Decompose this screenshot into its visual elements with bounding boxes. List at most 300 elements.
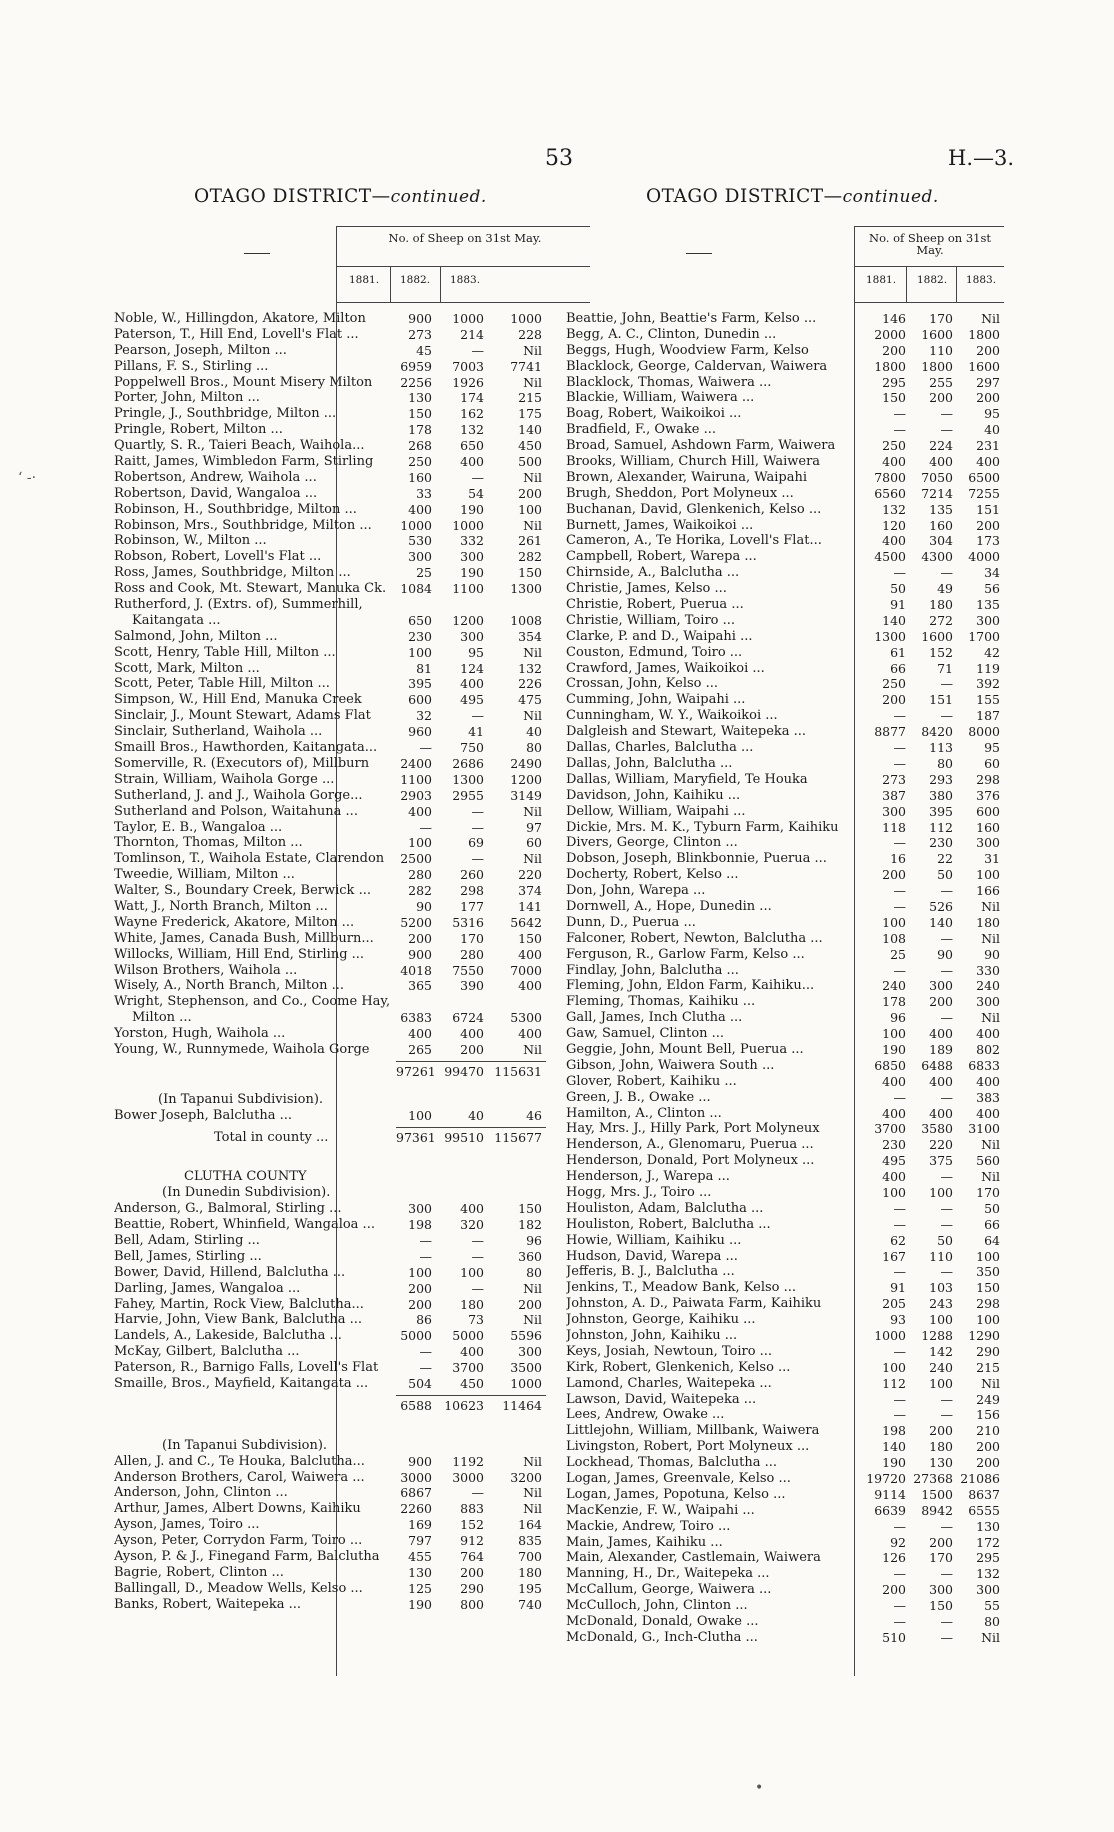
owner-name: Dellow, William, Waipahi ... — [566, 803, 746, 819]
right-column — [566, 186, 1004, 1676]
owner-name: Landels, A., Lakeside, Balclutha ... — [114, 1328, 342, 1344]
sheep-1881: — — [893, 422, 906, 438]
owner-name: Smaill Bros., Hawthorden, Kaitangata... — [114, 740, 378, 756]
right-title: OTAGO DISTRICT—continued. — [646, 186, 939, 207]
sheep-1883: 450 — [518, 438, 542, 454]
sheep-1882: 400 — [929, 454, 953, 470]
sheep-1882: — — [940, 676, 953, 692]
table-row — [566, 1503, 1004, 1519]
sheep-1882: 495 — [460, 692, 484, 708]
sheep-1881: 169 — [408, 1517, 432, 1533]
table-row — [566, 947, 1004, 963]
sheep-1881: 900 — [408, 1453, 432, 1469]
sheep-1881: 140 — [882, 1439, 906, 1455]
table-row — [114, 438, 564, 454]
table-row — [566, 375, 1004, 391]
sheep-1881: 100 — [408, 644, 432, 660]
sheep-1882: 90 — [937, 946, 953, 962]
sheep-1881: 9114 — [874, 1486, 906, 1502]
table-row — [114, 899, 564, 915]
table-row — [566, 1106, 1004, 1122]
table-row — [566, 327, 1004, 343]
owner-name: Lockhead, Thomas, Balclutha ... — [566, 1455, 778, 1471]
sheep-1882: — — [940, 1629, 953, 1645]
owner-name: Main, James, Kaihiku ... — [566, 1534, 723, 1550]
sheep-1883: 8000 — [968, 724, 1000, 740]
sheep-1882: 50 — [937, 867, 953, 883]
owner-name: Brugh, Sheddon, Port Molyneux ... — [566, 485, 794, 501]
owner-name: Henderson, A., Glenomaru, Puerua ... — [566, 1137, 814, 1153]
sheep-1883: 55 — [984, 1598, 1000, 1614]
table-row — [114, 1565, 564, 1581]
owner-name: Sutherland, J. and J., Waihola Gorge... — [114, 787, 363, 803]
sheep-1883: 600 — [976, 803, 1000, 819]
owner-name: Jenkins, T., Meadow Bank, Kelso ... — [566, 1280, 797, 1296]
left-title: OTAGO DISTRICT—continued. — [194, 186, 487, 207]
owner-name: Wayne Frederick, Akatore, Milton ... — [114, 914, 355, 930]
table-row — [566, 1217, 1004, 1233]
sheep-1882: 151 — [929, 692, 953, 708]
sheep-1881: — — [893, 1200, 906, 1216]
table-row — [114, 1454, 564, 1470]
sheep-1881: 4018 — [400, 962, 432, 978]
sheep-1882: — — [940, 1264, 953, 1280]
sheep-1882: — — [471, 708, 484, 724]
table-row — [566, 549, 1004, 565]
row-gap — [114, 1157, 564, 1169]
sheep-1881: 6850 — [874, 1057, 906, 1073]
sheep-1881: 400 — [408, 803, 432, 819]
sheep-1881: 100 — [408, 835, 432, 851]
owner-name: Dornwell, A., Hope, Dunedin ... — [566, 898, 772, 914]
sheep-1883: Nil — [981, 1010, 1000, 1026]
sheep-1881: 280 — [408, 867, 432, 883]
table-row — [566, 1090, 1004, 1106]
table-row — [566, 740, 1004, 756]
table-row — [566, 931, 1004, 947]
sheep-1882: — — [940, 1391, 953, 1407]
sheep-1881: 200 — [882, 342, 906, 358]
owner-name: (In Dunedin Subdivision). — [162, 1185, 331, 1201]
owner-name: Ferguson, R., Garlow Farm, Kelso ... — [566, 946, 805, 962]
stub-dash — [686, 253, 712, 254]
owner-name: Logan, James, Popotuna, Kelso ... — [566, 1486, 786, 1502]
sheep-1883: 1700 — [968, 628, 1000, 644]
sheep-1883: 400 — [518, 946, 542, 962]
sheep-1882: 135 — [929, 501, 953, 517]
owner-name: Wisely, A., North Branch, Milton ... — [114, 978, 345, 994]
sheep-1881: 108 — [882, 930, 906, 946]
sheep-1883: 1300 — [510, 581, 542, 597]
sheep-1883: Nil — [523, 469, 542, 485]
sheep-1881: 91 — [890, 597, 906, 613]
table-row — [114, 454, 564, 470]
owner-name: Livingston, Robert, Port Molyneux ... — [566, 1439, 810, 1455]
owner-name: Logan, James, Greenvale, Kelso ... — [566, 1471, 791, 1487]
table-row — [566, 661, 1004, 677]
sheep-1883: 7741 — [510, 358, 542, 374]
sheep-1882: 1600 — [921, 628, 953, 644]
owner-name: Howie, William, Kaihiku ... — [566, 1232, 742, 1248]
sheep-1883: Nil — [523, 1501, 542, 1517]
owner-name: Manning, H., Dr., Waitepeka ... — [566, 1566, 770, 1582]
table-row — [114, 1438, 564, 1454]
sheep-1883: 141 — [518, 898, 542, 914]
column-rule — [906, 266, 907, 302]
table-row — [566, 1630, 1004, 1646]
sheep-1881: — — [893, 708, 906, 724]
table-row — [114, 931, 564, 947]
sheep-1882: 390 — [460, 978, 484, 994]
owner-name: Lamond, Charles, Waitepeka ... — [566, 1375, 772, 1391]
sheep-1883: 475 — [518, 692, 542, 708]
sheep-1881: 97361 — [396, 1129, 436, 1145]
sheep-1883: 226 — [518, 676, 542, 692]
table-row — [566, 851, 1004, 867]
table-row — [114, 1185, 564, 1201]
table-row — [114, 1042, 564, 1058]
sheep-1881: 100 — [408, 1107, 432, 1123]
sheep-1883: 400 — [976, 454, 1000, 470]
sheep-1881: 2000 — [874, 326, 906, 342]
table-row — [566, 1392, 1004, 1408]
table-row — [114, 867, 564, 883]
sheep-1882: 224 — [929, 438, 953, 454]
sheep-1883: 164 — [518, 1517, 542, 1533]
table-row — [114, 1249, 564, 1265]
sheep-1881: 2400 — [400, 755, 432, 771]
table-row — [114, 518, 564, 534]
sheep-1882: 1200 — [452, 612, 484, 628]
sheep-1883: 231 — [976, 438, 1000, 454]
sheep-1881: 150 — [882, 390, 906, 406]
owner-name: Dobson, Joseph, Blinkbonnie, Puerua ... — [566, 851, 827, 867]
sheep-1882: 1300 — [452, 771, 484, 787]
table-row — [114, 963, 564, 979]
sheep-1883: 80 — [526, 1264, 542, 1280]
sheep-1882: 912 — [460, 1533, 484, 1549]
sheep-1883: 46 — [526, 1107, 542, 1123]
sheep-1881: 19720 — [866, 1471, 906, 1487]
table-row — [566, 978, 1004, 994]
table-row — [566, 1010, 1004, 1026]
table-row — [114, 645, 564, 661]
owner-name: Hay, Mrs. J., Hilly Park, Port Molyneux — [566, 1121, 820, 1137]
sheep-1883: 56 — [984, 581, 1000, 597]
owner-name: Begg, A. C., Clinton, Dunedin ... — [566, 326, 777, 342]
table-row — [114, 1281, 564, 1297]
owner-name: Robinson, Mrs., Southbridge, Milton ... — [114, 517, 372, 533]
sheep-1882: 1600 — [921, 326, 953, 342]
sheep-1883: 290 — [976, 1343, 1000, 1359]
sheep-1883: 42 — [984, 644, 1000, 660]
sheep-1881: — — [893, 1407, 906, 1423]
sheep-1883: 31 — [984, 851, 1000, 867]
table-row — [566, 1376, 1004, 1392]
owner-name: Somerville, R. (Executors of), Millburn — [114, 755, 370, 771]
sheep-1883: Nil — [523, 708, 542, 724]
sheep-1881: 240 — [882, 978, 906, 994]
sheep-1883: 132 — [518, 660, 542, 676]
table-row — [114, 1398, 564, 1414]
sheep-1881: — — [893, 962, 906, 978]
sheep-1883: 100 — [976, 1312, 1000, 1328]
year-1882: 1882. — [916, 274, 948, 286]
table-row — [114, 343, 564, 359]
owner-name: Milton ... — [132, 1010, 192, 1026]
sheep-1881: 1800 — [874, 358, 906, 374]
sheep-1882: 200 — [929, 1534, 953, 1550]
sheep-1882: 300 — [460, 549, 484, 565]
sheep-1883: 11464 — [502, 1397, 542, 1413]
sheep-1881: 4500 — [874, 549, 906, 565]
sheep-1881: 3700 — [874, 1121, 906, 1137]
owner-name: McCulloch, John, Clinton ... — [566, 1598, 748, 1614]
sheep-1883: 835 — [518, 1533, 542, 1549]
sheep-1883: 300 — [976, 1582, 1000, 1598]
sheep-1881: — — [419, 1232, 432, 1248]
sheep-1881: 132 — [882, 501, 906, 517]
sheep-1881: 2256 — [400, 374, 432, 390]
sheep-1882: — — [940, 1200, 953, 1216]
table-row — [114, 756, 564, 772]
table-row — [114, 1108, 564, 1124]
sheep-1882: 10623 — [444, 1397, 484, 1413]
sheep-1883: 3200 — [510, 1469, 542, 1485]
table-row — [566, 311, 1004, 327]
sheep-1882: 99510 — [444, 1129, 484, 1145]
sheep-1882: 41 — [468, 724, 484, 740]
sheep-1883: 4000 — [968, 549, 1000, 565]
sheep-1882: 180 — [929, 597, 953, 613]
sheep-1882: 71 — [937, 660, 953, 676]
sheep-1881: — — [893, 883, 906, 899]
sheep-1882: 400 — [460, 1026, 484, 1042]
sheep-1882: 100 — [929, 1375, 953, 1391]
sheep-1881: 100 — [408, 1264, 432, 1280]
sheep-1881: 365 — [408, 978, 432, 994]
owner-name: Kaitangata ... — [132, 612, 221, 628]
sheep-1881: 61 — [890, 644, 906, 660]
table-row — [114, 597, 564, 613]
sheep-1883: 180 — [518, 1564, 542, 1580]
sheep-1883: 60 — [984, 755, 1000, 771]
table-row — [114, 470, 564, 486]
sheep-1883: 210 — [976, 1423, 1000, 1439]
sheep-1883: 240 — [976, 978, 1000, 994]
sheep-1881: 400 — [882, 533, 906, 549]
owner-name: Christie, Robert, Puerua ... — [566, 597, 744, 613]
sheep-1881: — — [893, 1216, 906, 1232]
sheep-1882: 1100 — [452, 581, 484, 597]
sheep-1882: 190 — [460, 565, 484, 581]
owner-name: Tweedie, William, Milton ... — [114, 867, 295, 883]
table-row — [566, 994, 1004, 1010]
sheep-1882: 103 — [929, 1280, 953, 1296]
sheep-1881: 200 — [408, 1280, 432, 1296]
sheep-1883: 261 — [518, 533, 542, 549]
sheep-1883: 1000 — [510, 1376, 542, 1391]
sheep-1882: 1000 — [452, 517, 484, 533]
sheep-1882: 1800 — [921, 358, 953, 374]
table-row — [566, 1566, 1004, 1582]
sheep-1883: 228 — [518, 326, 542, 342]
sheep-1881: 400 — [408, 501, 432, 517]
owner-name: Fleming, John, Eldon Farm, Kaihiku... — [566, 978, 815, 994]
table-row — [566, 1455, 1004, 1471]
sheep-1883: 200 — [976, 390, 1000, 406]
sheep-1881: 200 — [882, 867, 906, 883]
sheep-1881: 16 — [890, 851, 906, 867]
table-row — [566, 820, 1004, 836]
owner-name: Hogg, Mrs. J., Toiro ... — [566, 1184, 712, 1200]
table-row — [566, 1312, 1004, 1328]
owner-name: Ayson, James, Toiro ... — [114, 1517, 260, 1533]
table-row — [114, 1376, 564, 1392]
owner-name: Cunningham, W. Y., Waikoikoi ... — [566, 708, 778, 724]
sheep-1882: 450 — [460, 1376, 484, 1391]
sheep-1881: 1000 — [400, 517, 432, 533]
owner-name: Allen, J. and C., Te Houka, Balclutha... — [114, 1453, 365, 1469]
sheep-1882: 190 — [460, 501, 484, 517]
header-rule — [336, 226, 590, 227]
table-row — [566, 565, 1004, 581]
sheep-1883: 383 — [976, 1089, 1000, 1105]
table-row — [566, 502, 1004, 518]
sheep-1883: 115631 — [494, 1063, 542, 1079]
owner-name: Tomlinson, T., Waihola Estate, Clarendon — [114, 851, 385, 867]
sheep-1883: Nil — [523, 1312, 542, 1328]
table-row — [566, 470, 1004, 486]
owner-name: Gaw, Samuel, Clinton ... — [566, 1026, 725, 1042]
sheep-1881: 81 — [416, 660, 432, 676]
owner-name: Fleming, Thomas, Kaihiku ... — [566, 994, 756, 1010]
sheep-1883: 354 — [518, 628, 542, 644]
sheep-1883: 374 — [518, 883, 542, 899]
sheep-1883: 8637 — [968, 1486, 1000, 1502]
sheep-1883: 170 — [976, 1184, 1000, 1200]
sheep-1882: 180 — [929, 1439, 953, 1455]
table-row — [114, 422, 564, 438]
owner-name: Dunn, D., Puerua ... — [566, 914, 696, 930]
sheep-1883: 6833 — [968, 1057, 1000, 1073]
owner-name: Paterson, T., Hill End, Lovell's Flat ... — [114, 326, 359, 342]
sheep-1883: Nil — [981, 1629, 1000, 1645]
sheep-1883: 150 — [976, 1280, 1000, 1296]
table-row — [114, 1217, 564, 1233]
owner-name: Banks, Robert, Waitepeka ... — [114, 1596, 302, 1612]
sheep-1881: 6383 — [400, 1010, 432, 1026]
sheep-1883: Nil — [981, 898, 1000, 914]
table-row — [566, 597, 1004, 613]
table-row — [566, 581, 1004, 597]
sheep-1883: 200 — [518, 485, 542, 501]
table-row — [566, 1296, 1004, 1312]
sheep-1881: 2260 — [400, 1501, 432, 1517]
owner-name: Glover, Robert, Kaihiku ... — [566, 1073, 737, 1089]
table-row — [566, 804, 1004, 820]
sheep-1883: 1800 — [968, 326, 1000, 342]
table-row — [566, 1582, 1004, 1598]
sheep-1883: 500 — [518, 454, 542, 470]
table-row — [114, 1501, 564, 1517]
owner-name: Robertson, Andrew, Waihola ... — [114, 469, 317, 485]
sheep-1881: 96 — [890, 1010, 906, 1026]
sheep-1881: 400 — [882, 1105, 906, 1121]
sheep-1883: 90 — [984, 946, 1000, 962]
sheep-1883: 100 — [976, 867, 1000, 883]
owner-name: Jefferis, B. J., Balclutha ... — [566, 1264, 735, 1280]
sheep-1881: 3000 — [400, 1469, 432, 1485]
owner-name: Ayson, Peter, Corrydon Farm, Toiro ... — [114, 1533, 363, 1549]
sheep-1881: 268 — [408, 438, 432, 454]
owner-name: Sinclair, J., Mount Stewart, Adams Flat — [114, 708, 371, 724]
table-row — [114, 851, 564, 867]
sheep-1882: 293 — [929, 771, 953, 787]
total-line — [396, 1127, 546, 1128]
table-row — [566, 343, 1004, 359]
sheep-1881: 400 — [882, 454, 906, 470]
sheep-1882: 332 — [460, 533, 484, 549]
sheep-1881: 7800 — [874, 469, 906, 485]
table-row — [566, 1344, 1004, 1360]
owner-name: Dallas, William, Maryfield, Te Houka — [566, 771, 808, 787]
table-row — [114, 1344, 564, 1360]
table-row — [566, 1519, 1004, 1535]
sheep-1883: 297 — [976, 374, 1000, 390]
owner-name: Porter, John, Milton ... — [114, 390, 260, 406]
sheep-1882: 400 — [460, 1344, 484, 1360]
sheep-1881: 45 — [416, 342, 432, 358]
sheep-1883: 360 — [518, 1248, 542, 1264]
row-gap — [114, 1414, 564, 1426]
table-row — [566, 1026, 1004, 1042]
sheep-1883: Nil — [981, 930, 1000, 946]
header-rule — [854, 226, 1004, 227]
owner-name: Crossan, John, Kelso ... — [566, 676, 719, 692]
owner-name: Pringle, Robert, Milton ... — [114, 422, 283, 438]
sheep-1881: 33 — [416, 485, 432, 501]
sheep-1883: Nil — [523, 644, 542, 660]
owner-name: Christie, James, Kelso ... — [566, 581, 727, 597]
row-gap — [114, 1426, 564, 1438]
sheep-1881: — — [419, 1248, 432, 1264]
sheep-1883: Nil — [523, 1485, 542, 1501]
sheep-1882: 526 — [929, 898, 953, 914]
sheep-1883: 97 — [526, 819, 542, 835]
table-row — [566, 756, 1004, 772]
header-rule — [854, 302, 1004, 303]
owner-name: Blacklock, George, Caldervan, Waiwera — [566, 358, 828, 374]
left-column — [114, 186, 564, 1676]
owner-name: Walter, S., Boundary Creek, Berwick ... — [114, 883, 371, 899]
sheep-1881: — — [893, 1343, 906, 1359]
sheep-1882: 400 — [460, 454, 484, 470]
sheep-1883: 195 — [518, 1580, 542, 1596]
table-row — [114, 613, 564, 629]
table-row — [114, 406, 564, 422]
sheep-1882: 170 — [929, 311, 953, 326]
left-rows — [114, 311, 564, 1613]
sheep-1883: 80 — [526, 740, 542, 756]
owner-name: Wright, Stephenson, and Co., Coome Hay, — [114, 994, 391, 1010]
sheep-1882: 298 — [460, 883, 484, 899]
sheep-1882: 27368 — [913, 1471, 953, 1487]
sheep-1881: 530 — [408, 533, 432, 549]
sheep-1882: 69 — [468, 835, 484, 851]
sheep-1881: — — [893, 1089, 906, 1105]
page-number: 53 — [545, 146, 573, 171]
